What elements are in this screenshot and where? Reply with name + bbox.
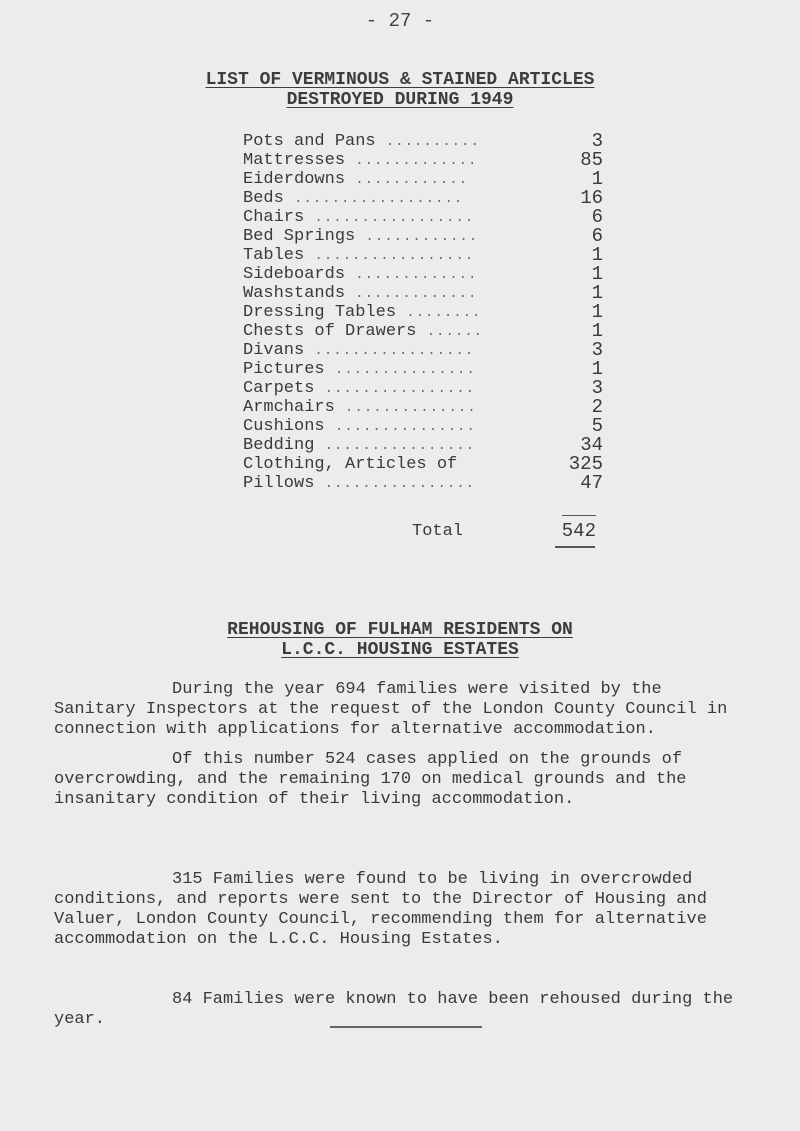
heading-line-1: REHOUSING OF FULHAM RESIDENTS ON [227, 620, 573, 640]
leader-dots: ............ [355, 172, 469, 188]
list-item [243, 284, 603, 303]
leader-dots: ............. [355, 153, 478, 169]
subtotal-rule [562, 515, 596, 516]
item-name: Bedding [243, 436, 315, 455]
item-quantity: 325 [568, 453, 603, 475]
list-item [243, 417, 603, 436]
leader-dots: ................. [314, 343, 475, 359]
item-quantity: 1 [591, 320, 603, 342]
item-name: Pillows [243, 474, 315, 493]
item-quantity: 34 [580, 434, 603, 456]
list-item [243, 151, 603, 170]
item-quantity: 1 [591, 282, 603, 304]
rehousing-heading [0, 620, 800, 660]
list-item [243, 132, 603, 151]
footer-rule [330, 1026, 482, 1028]
total-label: Total [412, 522, 464, 541]
item-name: Chests of Drawers [243, 322, 417, 341]
list-item [243, 398, 603, 417]
item-name: Divans [243, 341, 305, 360]
leader-dots: .............. [345, 400, 477, 416]
item-quantity: 6 [591, 225, 603, 247]
paragraph-overcrowded: 315 Families were found to be living in overcrowded conditions, and reports were sent to the Director of Housing and Valuer, London County Council, recommending them for alternative accommodation on the L.C.C. Housing Estates. [54, 870, 707, 949]
leader-dots: ................. [314, 210, 475, 226]
total-underline [555, 546, 595, 548]
leader-dots: ................ [324, 476, 476, 492]
leader-dots: .................. [294, 191, 464, 207]
leader-dots: ........ [406, 305, 482, 321]
item-quantity: 1 [591, 263, 603, 285]
leader-dots: ................ [324, 438, 476, 454]
item-quantity: 1 [591, 301, 603, 323]
item-name: Cushions [243, 417, 325, 436]
leader-dots: .......... [385, 134, 480, 150]
item-name: Sideboards [243, 265, 346, 284]
verminous-articles-heading [0, 70, 800, 110]
item-quantity: 16 [580, 187, 603, 209]
list-item [243, 455, 603, 474]
list-item [243, 322, 603, 341]
item-quantity: 3 [591, 377, 603, 399]
item-name: Dressing Tables [243, 303, 397, 322]
item-quantity: 2 [591, 396, 603, 418]
leader-dots: ...... [426, 324, 484, 340]
item-name: Mattresses [243, 151, 346, 170]
list-item [243, 341, 603, 360]
articles-list [243, 132, 603, 493]
leader-dots: ................. [314, 248, 475, 264]
list-item [243, 360, 603, 379]
heading-line-2: DESTROYED DURING 1949 [286, 90, 514, 110]
item-name: Eiderdowns [243, 170, 346, 189]
item-quantity: 85 [580, 149, 603, 171]
item-name: Pots and Pans [243, 132, 376, 151]
list-item [243, 189, 603, 208]
item-name: Carpets [243, 379, 315, 398]
list-item [243, 208, 603, 227]
leader-dots: ............... [334, 419, 476, 435]
list-item [243, 474, 603, 493]
item-quantity: 1 [591, 168, 603, 190]
leader-dots: ............... [334, 362, 476, 378]
total-value: 542 [561, 520, 596, 542]
item-name: Tables [243, 246, 305, 265]
paragraph-families-visited: During the year 694 families were visited by the Sanitary Inspectors at the request of the London County Council in connection with applications for alternative accommodation. [54, 680, 728, 739]
paragraph-rehoused: 84 Families were known to have been rehoused during the year. [54, 990, 734, 1029]
page-number: - 27 - [365, 10, 435, 32]
list-item [243, 265, 603, 284]
list-item [243, 246, 603, 265]
item-name: Clothing, Articles of [243, 455, 458, 474]
list-item [243, 227, 603, 246]
list-item [243, 379, 603, 398]
item-quantity: 47 [580, 472, 603, 494]
item-name: Bed Springs [243, 227, 356, 246]
list-item [243, 303, 603, 322]
item-quantity: 3 [591, 130, 603, 152]
item-quantity: 6 [591, 206, 603, 228]
paragraph-cases-applied: Of this number 524 cases applied on the grounds of overcrowding, and the remaining 170 on medical grounds and the insanitary condition of their living accommodation. [54, 750, 687, 809]
item-quantity: 1 [591, 358, 603, 380]
list-item [243, 170, 603, 189]
item-quantity: 5 [591, 415, 603, 437]
list-item [243, 436, 603, 455]
item-name: Pictures [243, 360, 325, 379]
item-quantity: 3 [591, 339, 603, 361]
heading-line-2: L.C.C. HOUSING ESTATES [281, 640, 519, 660]
item-name: Washstands [243, 284, 346, 303]
leader-dots: ............. [355, 286, 478, 302]
leader-dots: ................ [324, 381, 476, 397]
heading-line-1: LIST OF VERMINOUS & STAINED ARTICLES [205, 70, 595, 90]
leader-dots: ............ [365, 229, 479, 245]
item-name: Beds [243, 189, 284, 208]
leader-dots: ............. [355, 267, 478, 283]
item-quantity: 1 [591, 244, 603, 266]
item-name: Armchairs [243, 398, 335, 417]
item-name: Chairs [243, 208, 305, 227]
